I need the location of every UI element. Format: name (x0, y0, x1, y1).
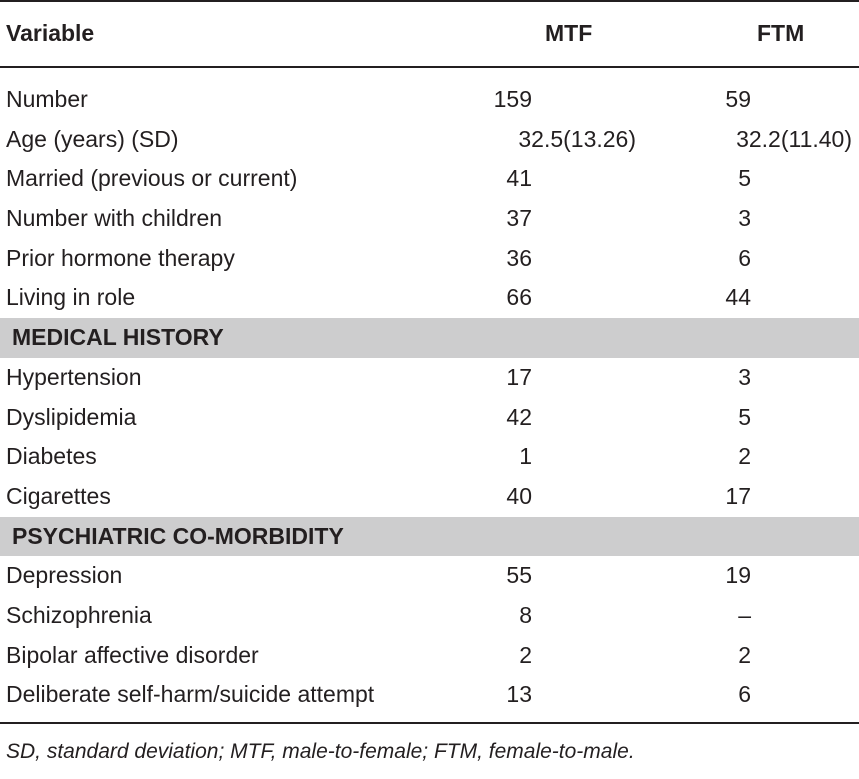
table-row (0, 80, 859, 120)
table-row (0, 437, 859, 477)
ftm-cell: 17 (725, 482, 751, 509)
mtf-cell: 40 (506, 482, 532, 509)
variable-cell: Deliberate self-harm/suicide attempt (6, 681, 375, 708)
bottom-rule (0, 722, 859, 724)
variable-cell: Age (years) (SD) (6, 125, 179, 152)
variable-cell: Bipolar affective disorder (6, 641, 259, 668)
section-header-row (0, 318, 859, 358)
table-row (0, 556, 859, 596)
table-row (0, 636, 859, 676)
ftm-cell: 19 (725, 562, 751, 589)
header-variable: Variable (6, 20, 95, 46)
variable-cell: Living in role (6, 284, 136, 311)
mtf-cell: 55 (506, 562, 532, 589)
ftm-cell: 59 (725, 86, 751, 112)
ftm-cell: 44 (725, 284, 751, 311)
ftm-cell: 3 (738, 363, 751, 390)
table-row (0, 596, 859, 636)
mtf-cell: 41 (506, 165, 532, 192)
mtf-cell: 8 (519, 601, 532, 628)
ftm-cell: 2 (738, 641, 751, 668)
table-row (0, 120, 859, 160)
header-mtf: MTF (545, 20, 593, 46)
section-label: PSYCHIATRIC CO-MORBIDITY (12, 522, 344, 549)
mtf-cell: 42 (506, 403, 532, 430)
table-footnote: SD, standard deviation; MTF, male-to-female; FTM, female-to-male. (6, 740, 635, 763)
variable-cell: Dyslipidemia (6, 403, 137, 430)
mtf-cell: 36 (506, 244, 532, 271)
ftm-cell: 6 (738, 244, 751, 271)
mtf-cell: 66 (506, 284, 532, 311)
header-rule (0, 66, 859, 68)
table-row (0, 159, 859, 199)
table-row (0, 239, 859, 279)
ftm-cell: 6 (738, 681, 751, 708)
table-row (0, 398, 859, 438)
table-row (0, 477, 859, 517)
variable-cell: Prior hormone therapy (6, 244, 235, 271)
variable-cell: Number (6, 86, 88, 112)
table-row (0, 358, 859, 398)
table-body (0, 80, 859, 715)
variable-cell: Diabetes (6, 443, 97, 470)
section-label: MEDICAL HISTORY (12, 324, 224, 351)
mtf-cell: 37 (506, 205, 532, 232)
ftm-cell: 2 (738, 443, 751, 470)
mtf-cell: 13 (506, 681, 532, 708)
table-row (0, 675, 859, 715)
variable-cell: Schizophrenia (6, 601, 152, 628)
mtf-cell: 1 (519, 443, 532, 470)
mtf-cell: 17 (506, 363, 532, 390)
table-header (0, 2, 859, 66)
ftm-cell: 3 (738, 205, 751, 232)
ftm-cell: 5 (738, 403, 751, 430)
variable-cell: Cigarettes (6, 482, 111, 509)
ftm-cell: 5 (738, 165, 751, 192)
mtf-cell: 159 (493, 86, 532, 112)
ftm-cell: – (738, 601, 751, 628)
mtf-cell: 32.5(13.26) (518, 125, 636, 152)
header-ftm: FTM (757, 20, 805, 46)
section-header-row (0, 517, 859, 557)
variable-cell: Married (previous or current) (6, 165, 298, 192)
variable-cell: Hypertension (6, 363, 142, 390)
variable-cell: Depression (6, 562, 123, 589)
mtf-cell: 2 (519, 641, 532, 668)
table-row (0, 199, 859, 239)
ftm-cell: 32.2(11.40) (736, 125, 852, 152)
table-row (0, 278, 859, 318)
variable-cell: Number with children (6, 205, 223, 232)
